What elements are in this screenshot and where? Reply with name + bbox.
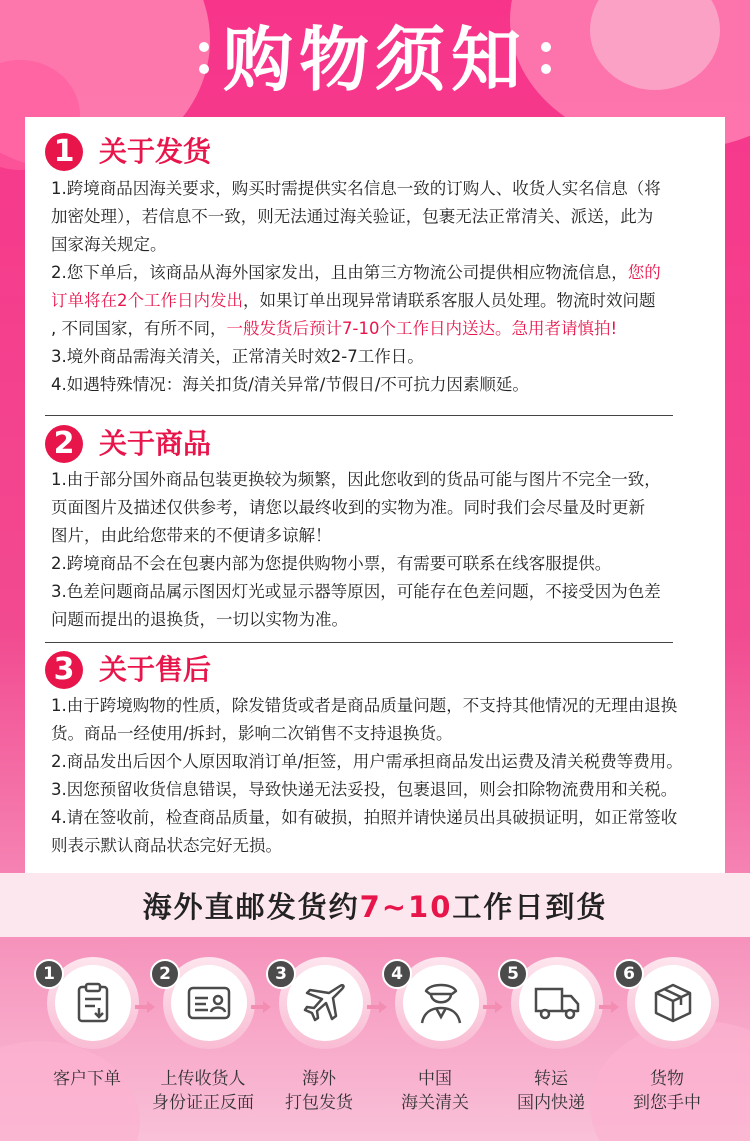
section-number-badge: 1 bbox=[45, 133, 83, 171]
section-title: 关于售后 bbox=[99, 653, 212, 686]
section-header-aftersales bbox=[45, 651, 211, 689]
section-divider bbox=[45, 642, 673, 643]
banner-text bbox=[143, 885, 608, 926]
text-line: 页面图片及描述仅供参考，请您以最终收到的实物为准。同时我们会尽量及时更新 bbox=[51, 498, 645, 517]
step-label-line1: 转运 bbox=[534, 1069, 568, 1089]
step-number-badge: 1 bbox=[34, 959, 64, 989]
text-line: 2.商品发出后因个人原因取消订单/拒签，用户需承担商品发出运费及清关税费等费用。 bbox=[51, 752, 683, 771]
text-line: 1.由于部分国外商品包装更换较为频繁，因此您收到的货品可能与图片不完全一致， bbox=[51, 470, 661, 489]
step-label-line2: 打包发货 bbox=[285, 1093, 353, 1113]
section-body-products bbox=[51, 466, 716, 634]
text-line: 问题而提出的退换货，一切以实物为准。 bbox=[51, 610, 348, 629]
step-label-line2: 国内快递 bbox=[517, 1093, 585, 1113]
step-label-line1: 中国 bbox=[418, 1069, 452, 1089]
section-header-shipping bbox=[45, 133, 211, 171]
text-line bbox=[51, 287, 716, 315]
order-clipboard-icon bbox=[73, 981, 113, 1025]
text-segment: ，如果订单出现异常请联系客服人员处理。物流时效问题 bbox=[243, 291, 656, 310]
text-line: 图片，由此给您带来的不便请多谅解！ bbox=[51, 526, 332, 545]
highlight-text: 一般发货后预计7-10个工作日内送达。急用者请慎拍! bbox=[226, 319, 618, 338]
text-line: 4.请在签收前，检查商品质量，如有破损，拍照并请快递员出具破损证明，如正常签收 bbox=[51, 808, 678, 827]
step-order bbox=[29, 947, 145, 1117]
step-number-badge: 6 bbox=[614, 959, 644, 989]
header bbox=[0, 12, 750, 108]
text-line: 4.如遇特殊情况：海关扣货/清关异常/节假日/不可抗力因素顺延。 bbox=[51, 375, 529, 394]
step-label-line2: 海关清关 bbox=[401, 1093, 469, 1113]
highlight-text: 订单将在2个工作日内发出 bbox=[51, 291, 243, 310]
text-line: 1.跨境商品因海关要求，购买时需提供实名信息一致的订购人、收货人实名信息（将 bbox=[51, 179, 661, 198]
text-line: 国家海关规定。 bbox=[51, 235, 167, 254]
airplane-icon bbox=[302, 980, 348, 1026]
title-dots-right bbox=[541, 42, 551, 74]
step-overseas-shipping bbox=[261, 947, 377, 1117]
step-id-upload bbox=[145, 947, 261, 1117]
banner-highlight: 7~10 bbox=[359, 889, 453, 924]
delivery-time-banner bbox=[0, 873, 750, 937]
step-domestic-delivery bbox=[493, 947, 609, 1117]
delivery-steps bbox=[25, 937, 725, 1127]
package-box-icon bbox=[651, 981, 695, 1025]
text-line: 3.境外商品需海关清关，正常清关时效2-7工作日。 bbox=[51, 347, 424, 366]
text-line: 3.因您预留收货信息错误，导致快递无法妥投，包裹退回，则会扣除物流费用和关税。 bbox=[51, 780, 678, 799]
section-body-aftersales bbox=[51, 692, 716, 860]
step-number-badge: 5 bbox=[498, 959, 528, 989]
banner-pre: 海外直邮发货约 bbox=[142, 889, 360, 924]
section-number-badge: 2 bbox=[45, 425, 83, 463]
step-number-badge: 2 bbox=[150, 959, 180, 989]
step-number-badge: 3 bbox=[266, 959, 296, 989]
highlight-text: 您的 bbox=[627, 263, 661, 282]
text-line: 加密处理），若信息不一致，则无法通过海关验证，包裹无法正常清关、派送，此为 bbox=[51, 207, 654, 226]
text-segment: 2.您下单后，该商品从海外国家发出，且由第三方物流公司提供相应物流信息， bbox=[51, 263, 628, 282]
notice-card bbox=[25, 117, 725, 873]
text-line: 则表示默认商品状态完好无损。 bbox=[51, 836, 282, 855]
section-header-products bbox=[45, 425, 211, 463]
text-line: 1.由于跨境购物的性质，除发错货或者是商品质量问题，不支持其他情况的无理由退换 bbox=[51, 696, 678, 715]
section-title: 关于商品 bbox=[99, 427, 212, 460]
step-label-line1: 上传收货人 bbox=[160, 1069, 246, 1089]
step-label-line2: 到您手中 bbox=[633, 1093, 701, 1113]
delivery-truck-icon bbox=[533, 983, 581, 1023]
section-divider bbox=[45, 415, 673, 416]
section-title: 关于发货 bbox=[99, 135, 212, 168]
text-segment: , 不同国家，有所不同， bbox=[51, 319, 227, 338]
text-line bbox=[51, 259, 716, 287]
text-line: 3.色差问题商品属示图因灯光或显示器等原因，可能存在色差问题，不接受因为色差 bbox=[51, 582, 661, 601]
page-title: 购物须知 bbox=[223, 19, 527, 101]
step-label-line1: 客户下单 bbox=[53, 1069, 121, 1089]
text-line bbox=[51, 315, 716, 343]
customs-officer-icon bbox=[418, 979, 464, 1027]
title-dots-left bbox=[199, 42, 209, 74]
step-label bbox=[599, 1067, 735, 1115]
section-body-shipping bbox=[51, 175, 716, 399]
section-number-badge: 3 bbox=[45, 651, 83, 689]
step-label-line1: 货物 bbox=[650, 1069, 684, 1089]
step-customs-clearance bbox=[377, 947, 493, 1117]
banner-post: 工作日到货 bbox=[452, 889, 608, 924]
step-label-line2: 身份证正反面 bbox=[152, 1093, 254, 1113]
step-label-line1: 海外 bbox=[302, 1069, 336, 1089]
text-line: 货。商品一经使用/拆封，影响二次销售不支持退换货。 bbox=[51, 724, 453, 743]
step-received bbox=[609, 947, 725, 1117]
text-line: 2.跨境商品不会在包裹内部为您提供购物小票，有需要可联系在线客服提供。 bbox=[51, 554, 612, 573]
step-number-badge: 4 bbox=[382, 959, 412, 989]
id-card-icon bbox=[186, 985, 232, 1021]
